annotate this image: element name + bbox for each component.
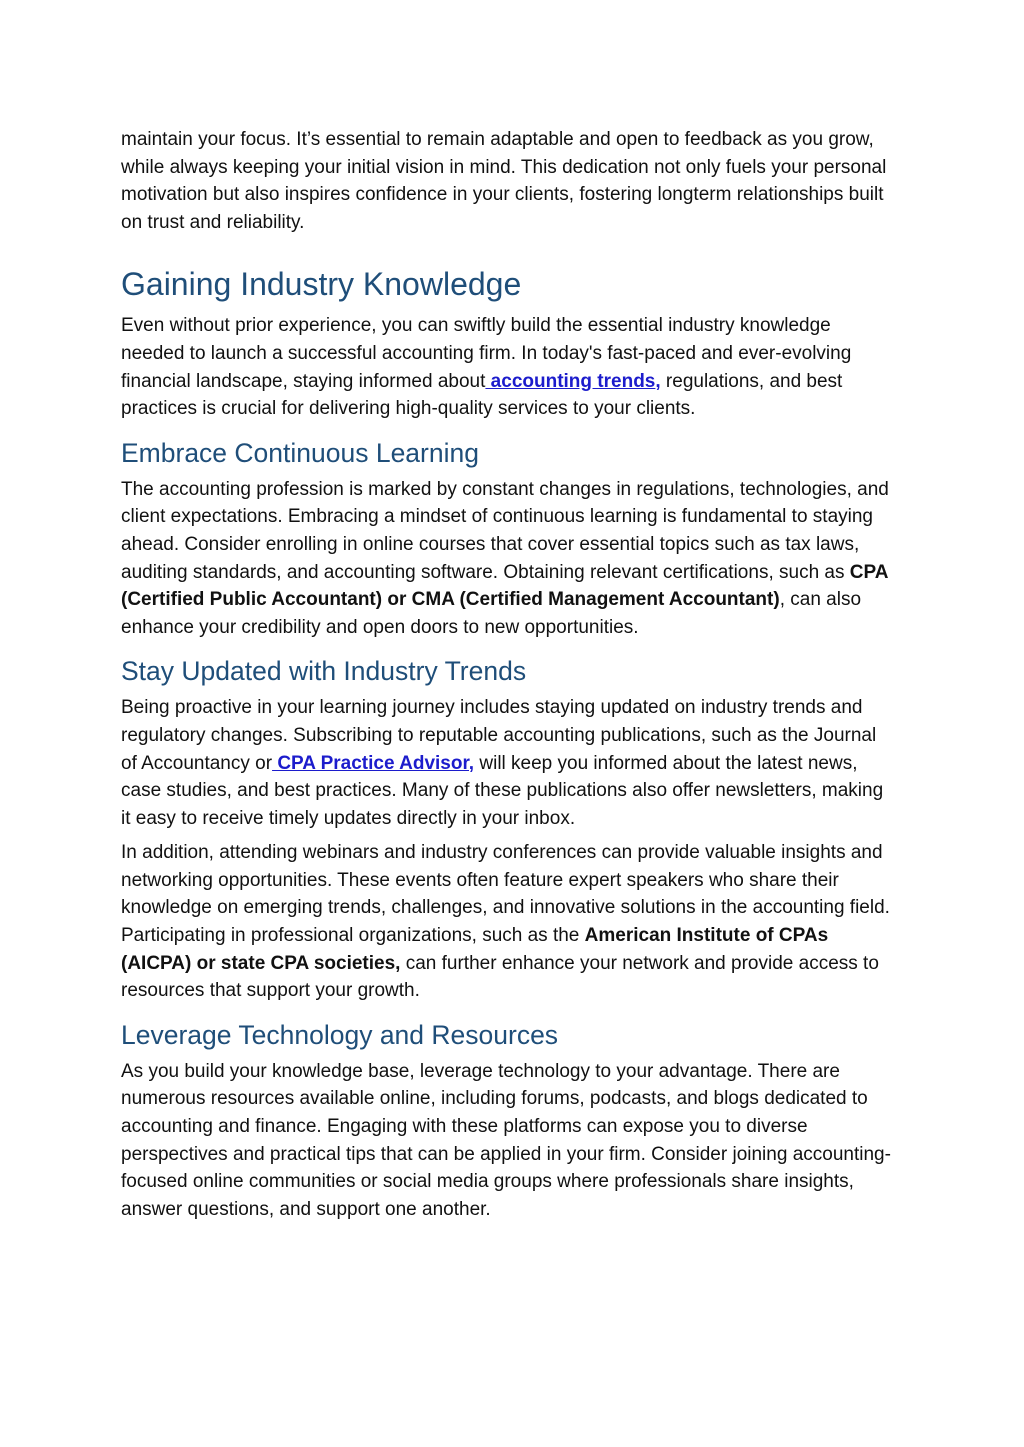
industry-trends-text-end: will keep you informed about the latest news, case studies, and best practices. Many of these publications also offer newsletters, making it easy to receive timely updates directly in your inbox.	[121, 752, 884, 829]
accounting-trends-link[interactable]	[485, 371, 660, 392]
aicpa-bold-text: American Institute of CPAs (AICPA) or state CPA societies,	[121, 925, 829, 974]
continuous-learning-paragraph	[121, 476, 896, 642]
industry-trends-paragraph-1	[121, 694, 896, 832]
section-heading-technology-resources: Leverage Technology and Resources	[121, 1019, 559, 1050]
industry-knowledge-paragraph	[121, 312, 896, 422]
industry-trends-p2-text-end: can further enhance your network and provide access to resources that support your growth.	[121, 952, 879, 1002]
industry-trends-p2-text-start: In addition, attending webinars and industry conferences can provide valuable insights and networking opportunities. These events often feature expert speakers who share their knowledge on emerging trends, challenges, and innovative solutions in the accounting field. Participating in professional organizations, such as the	[121, 842, 890, 947]
industry-knowledge-text-start: Even without prior experience, you can swiftly build the essential industry knowledge needed to launch a successful accounting firm. In today's fast-paced and ever-evolving financial landscape, staying informed about	[121, 315, 852, 392]
continuous-learning-text-end: , can also enhance your credibility and open doors to new opportunities.	[121, 589, 862, 638]
certifications-bold-text: CPA (Certified Public Accountant) or CMA (Certified Management Accountant)	[121, 561, 888, 611]
document-page	[121, 126, 896, 1223]
industry-knowledge-text-end: regulations, and best practices is crucial for delivering high-quality services to your clients.	[121, 370, 843, 420]
industry-trends-paragraph-2	[121, 839, 896, 1005]
cpa-practice-advisor-link[interactable]: CPA Practice Advisor,	[272, 752, 475, 774]
section-heading-continuous-learning: Embrace Continuous Learning	[121, 437, 479, 468]
technology-resources-paragraph: As you build your knowledge base, leverage technology to your advantage. There are numerous resources available online, including forums, podcasts, and blogs dedicated to accounting and finance. Engaging with these platforms can expose you to diverse perspectives and practical tips that can be applied in your firm. Consider joining accounting-focused online communities or social media groups where professionals share insights, answer questions, and support one another.	[121, 1060, 891, 1220]
intro-paragraph: maintain your focus. It’s essential to remain adaptable and open to feedback as you grow, while always keeping your initial vision in mind. This dedication not only fuels your personal motivation but also inspires confidence in your clients, fostering longterm relationships built on trust and reliability.	[121, 129, 887, 233]
accounting-trends-link-comma: ,	[655, 370, 661, 392]
accounting-trends-link-text: accounting trends	[485, 370, 656, 392]
continuous-learning-text-start: The accounting profession is marked by constant changes in regulations, technologies, and client expectations. Embracing a mindset of continuous learning is fundamental to staying ahead. Consider enrolling in online courses that cover essential topics such as tax laws, auditing standards, and accounting software. Obtaining relevant certifications, such as	[121, 478, 889, 583]
section-heading-industry-knowledge: Gaining Industry Knowledge	[121, 266, 522, 303]
section-heading-industry-trends: Stay Updated with Industry Trends	[121, 656, 527, 687]
industry-trends-text-start: Being proactive in your learning journey includes staying updated on industry trends and regulatory changes. Subscribing to reputable accounting publications, such as the Journal of Accountancy or	[121, 697, 877, 774]
